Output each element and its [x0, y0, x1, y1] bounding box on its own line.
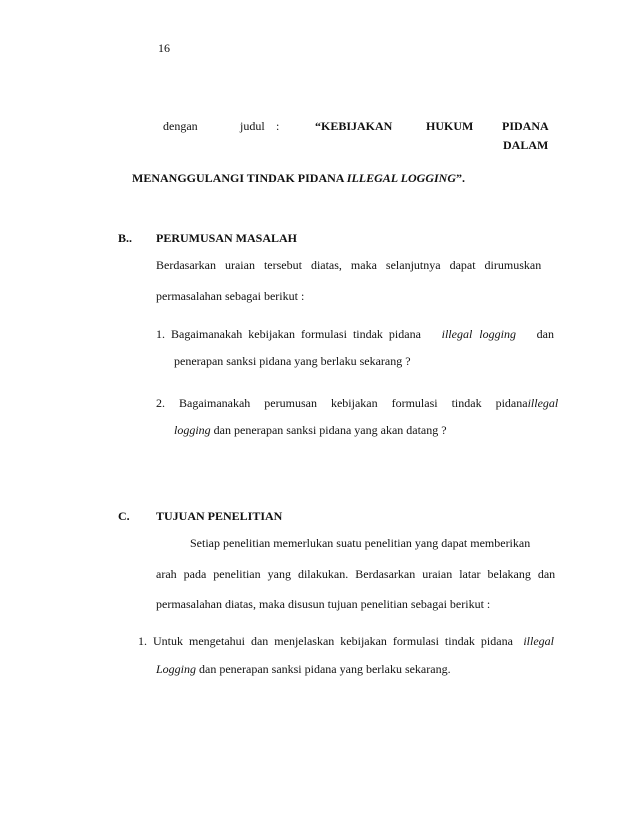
section-b-para-line1: [156, 258, 554, 272]
intro-pidana: PIDANA: [502, 119, 549, 133]
section-b-para-line1-text: Berdasarkan uraian tersebut diatas, maka selanjutnya dapat dirumuskan: [156, 258, 542, 272]
section-c-item1-line1: [138, 634, 554, 648]
section-c-item1-text: 1. Untuk mengetahui dan menjelaskan kebijakan formulasi tindak pidana: [138, 634, 513, 648]
section-b-item2-text: 2. Bagaimanakah perumusan kebijakan formulasi tindak pidana: [156, 396, 528, 410]
section-b-item2-italic2: logging: [174, 423, 211, 437]
section-c-item1-line2-text: dan penerapan sanksi pidana yang berlaku sekarang.: [199, 662, 451, 676]
section-c-para-line2-text: arah pada penelitian yang dilakukan. Berdasarkan uraian latar belakang dan: [156, 567, 556, 581]
section-b-heading: PERUMUSAN MASALAH: [156, 231, 297, 245]
section-b-item1-line2: penerapan sanksi pidana yang berlaku sekarang ?: [174, 354, 411, 368]
page-number: 16: [158, 41, 170, 55]
intro-kebijakan: “KEBIJAKAN: [315, 119, 393, 133]
section-c-para-line2: [156, 567, 554, 581]
intro-title-main: MENANGGULANGI TINDAK PIDANA: [132, 171, 344, 185]
section-c-item1-italic: illegal: [523, 634, 554, 648]
section-c-para-line3: permasalahan diatas, maka disusun tujuan penelitian sebagai berikut :: [156, 597, 491, 611]
section-b-letter: B..: [118, 231, 133, 245]
intro-dalam: DALAM: [503, 138, 549, 152]
intro-hukum: HUKUM: [426, 119, 474, 133]
section-b-item1-dan: dan: [536, 327, 554, 341]
section-c-para-line1: Setiap penelitian memerlukan suatu penelitian yang dapat memberikan: [190, 536, 531, 550]
section-c-item1-italic2: Logging: [156, 662, 197, 676]
intro-dengan: dengan: [163, 119, 198, 133]
section-c-letter: C.: [118, 509, 130, 523]
intro-colon: :: [276, 119, 280, 133]
section-c-item1-line2: [156, 662, 451, 676]
section-b-item2-line1: [156, 396, 559, 410]
section-b-item1-text: 1. Bagaimanakah kebijakan formulasi tindak pidana: [156, 327, 421, 341]
section-b-para-line2: permasalahan sebagai berikut :: [156, 289, 305, 303]
section-c-heading: TUJUAN PENELITIAN: [156, 509, 283, 523]
intro-title-line: [132, 171, 465, 185]
intro-judul: judul: [240, 119, 265, 133]
section-b-item1-italic: illegal logging: [441, 327, 516, 341]
section-b-item2-line2: [174, 423, 447, 437]
section-b-item2-italic: illegal: [527, 396, 559, 410]
section-b-item1-line1: [156, 327, 554, 341]
intro-title-end: ”.: [456, 171, 466, 185]
section-b-item2-line2-text: dan penerapan sanksi pidana yang akan datang ?: [213, 423, 447, 437]
intro-title-italic: ILLEGAL LOGGING: [346, 171, 457, 185]
